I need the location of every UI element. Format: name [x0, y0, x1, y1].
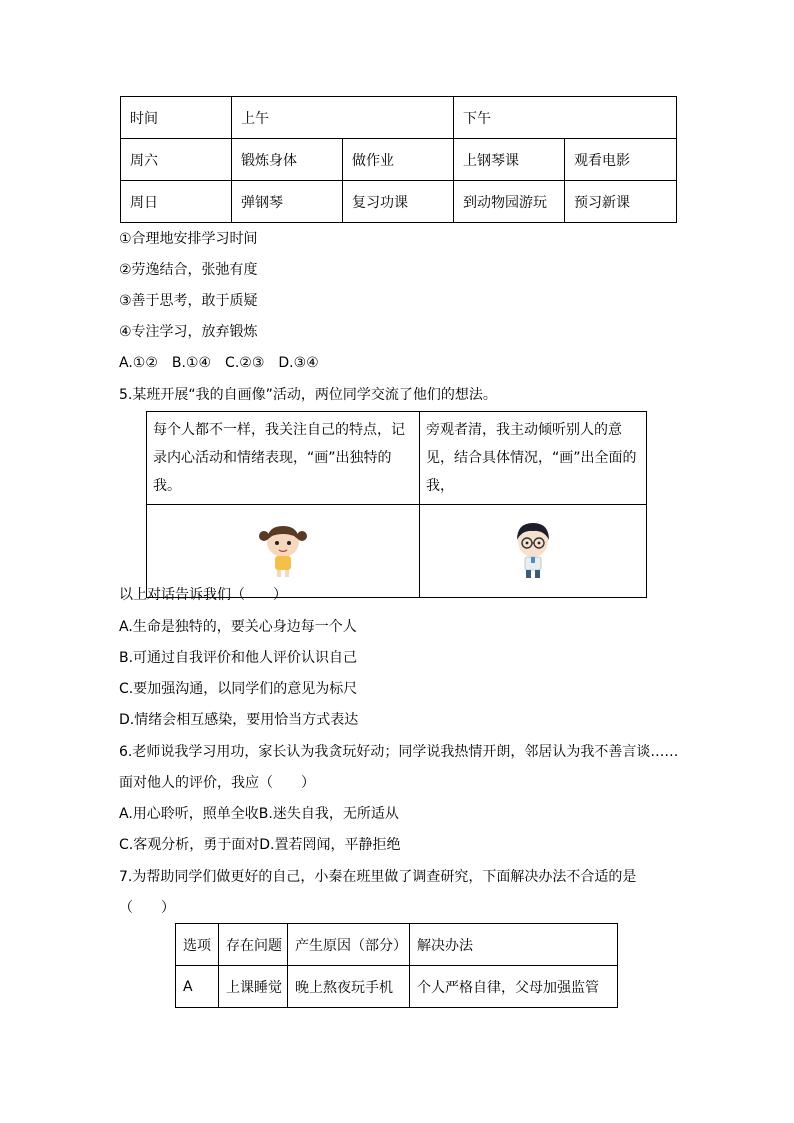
header-cell-afternoon: 下午	[454, 97, 677, 139]
q5-option-d: D.情绪会相互感染，要用恰当方式表达	[119, 712, 359, 728]
schedule-table	[120, 96, 677, 223]
q7-cell-option: A	[176, 966, 219, 1008]
girl-cartoon-icon	[258, 522, 308, 580]
q5-stem: 5.某班开展“我的自画像”活动，两位同学交流了他们的想法。	[119, 387, 497, 403]
q7-stem-line2: （ ）	[119, 900, 175, 916]
q5-right-text: 旁观者清，我主动倾听别人的意见，结合具体情况，“画”出全面的我，	[420, 412, 647, 505]
q7-stem-line1: 7.为帮助同学们做更好的自己，小秦在班里做了调查研究，下面解决办法不合适的是	[119, 869, 637, 885]
q7-header-solution: 解决办法	[410, 924, 618, 966]
table-cell: 做作业	[343, 139, 454, 181]
q7-cell-problem: 上课睡觉	[219, 966, 288, 1008]
table-cell: 周六	[121, 139, 232, 181]
table-cell: 弹钢琴	[232, 181, 343, 223]
q5-left-text: 每个人都不一样，我关注自己的特点，记录内心活动和情绪表现，“画”出独特的我。	[147, 412, 420, 505]
q4-item-3: ③善于思考，敢于质疑	[119, 293, 258, 309]
q7-header-cause: 产生原因（部分）	[288, 924, 410, 966]
q6-options-line1: A.用心聆听，照单全收B.迷失自我，无所适从	[119, 806, 399, 822]
q4-options: A.①② B.①④ C.②③ D.③④	[119, 355, 319, 371]
q6-options-line2: C.客观分析，勇于面对D.置若罔闻，平静拒绝	[119, 837, 401, 853]
table-cell: 观看电影	[565, 139, 677, 181]
header-cell-time: 时间	[121, 97, 232, 139]
q4-item-2: ②劳逸结合，张弛有度	[119, 262, 258, 278]
q7-cell-solution: 个人严格自律，父母加强监管	[410, 966, 618, 1008]
header-cell-morning: 上午	[232, 97, 454, 139]
table-cell: 锻炼身体	[232, 139, 343, 181]
table-cell: 到动物园游玩	[454, 181, 565, 223]
table-cell: 复习功课	[343, 181, 454, 223]
q5-option-a: A.生命是独特的，要关心身边每一个人	[119, 619, 357, 635]
q7-header-option: 选项	[176, 924, 219, 966]
boy-image-cell	[420, 505, 647, 598]
q4-item-1: ①合理地安排学习时间	[119, 231, 258, 247]
q4-item-4: ④专注学习，放弃锻炼	[119, 324, 258, 340]
table-cell: 上钢琴课	[454, 139, 565, 181]
q5-option-b: B.可通过自我评价和他人评价认识自己	[119, 650, 358, 666]
q6-stem-line2: 面对他人的评价，我应（ ）	[119, 775, 315, 791]
q5-question: 以上对话告诉我们（ ）	[119, 587, 287, 603]
q5-dialog-table	[146, 411, 647, 598]
q7-header-problem: 存在问题	[219, 924, 288, 966]
table-cell: 预习新课	[565, 181, 677, 223]
boy-cartoon-icon	[511, 520, 555, 582]
q5-option-c: C.要加强沟通，以同学们的意见为标尺	[119, 681, 358, 697]
table-cell: 周日	[121, 181, 232, 223]
girl-image-cell	[147, 505, 420, 598]
q6-stem-line1: 6.老师说我学习用功，家长认为我贪玩好动；同学说我热情开朗，邻居认为我不善言谈……	[119, 744, 679, 760]
q7-table	[175, 923, 618, 1008]
q7-cell-cause: 晚上熬夜玩手机	[288, 966, 410, 1008]
